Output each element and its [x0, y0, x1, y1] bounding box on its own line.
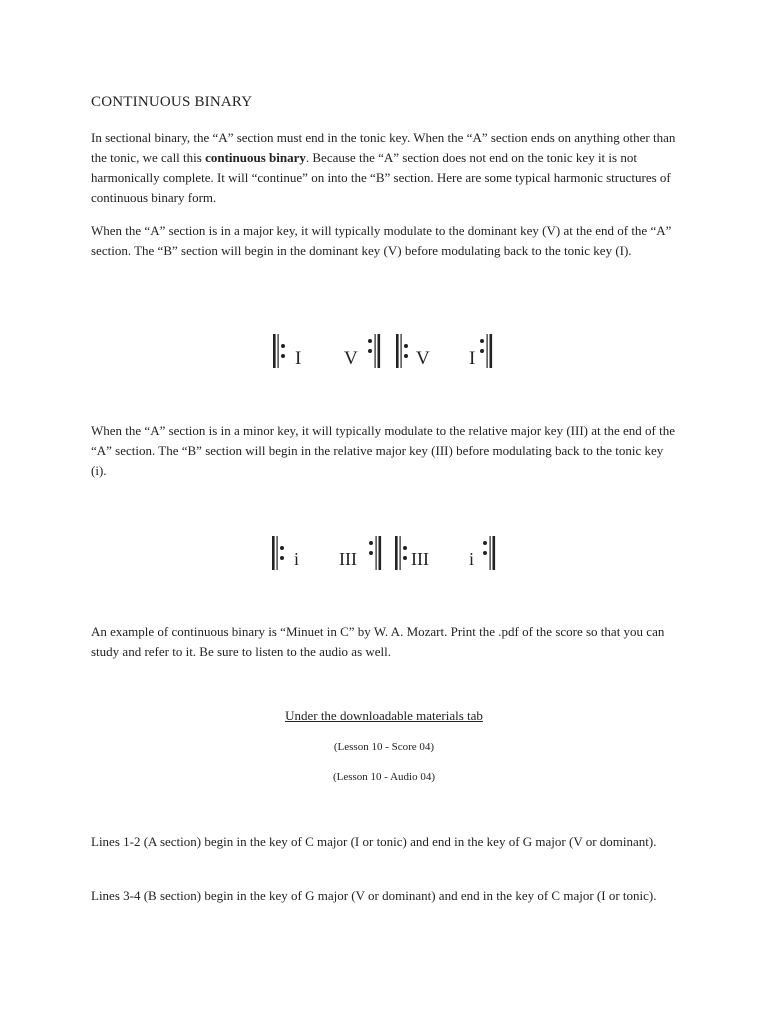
b-start-chord: III	[411, 549, 429, 569]
end-repeat-sign	[483, 536, 495, 570]
b-end-chord: i	[469, 549, 475, 569]
end-repeat-sign	[368, 334, 380, 368]
continuous-binary-term: continuous binary	[205, 150, 306, 165]
end-repeat-sign	[369, 536, 381, 570]
intro-paragraph	[91, 128, 681, 208]
example-paragraph: An example of continuous binary is “Minuet in C” by W. A. Mozart. Print the .pdf of the score so that you can study and refer to it. Be sure to listen to the audio as well.	[91, 624, 665, 659]
start-repeat-sign	[396, 334, 408, 368]
start-repeat-sign	[273, 334, 285, 368]
b-end-chord: I	[469, 348, 476, 369]
intro-text-1: In sectional binary, the “A” section must end in the tonic key. When the “A” section ends on anything other than the tonic, we call this	[91, 130, 676, 165]
minor-key-paragraph: When the “A” section is in a minor key, it will typically modulate to the relative major key (III) at the end of the “A” section. The “B” section will begin in the relative major key (III) before modulating back to the tonic key (i).	[91, 423, 675, 478]
lines-a-paragraph: Lines 1-2 (A section) begin in the key of C major (I or tonic) and end in the key of G major (V or dominant).	[91, 834, 657, 849]
b-start-chord: V	[416, 348, 430, 369]
intro-text-2: . Because the “A” section does not end on the tonic key it is not harmonically complete. It will “continue” on into the “B” section. Here are some typical harmonic structures of continuous binary form.	[91, 150, 671, 205]
a-end-chord: III	[339, 549, 357, 569]
score-reference: (Lesson 10 - Score 04)	[333, 741, 435, 753]
a-end-chord: V	[344, 348, 358, 369]
end-repeat-sign	[480, 334, 492, 368]
downloadable-materials-link[interactable]: Under the downloadable materials tab	[285, 708, 483, 723]
start-repeat-sign	[272, 536, 284, 570]
start-repeat-sign	[395, 536, 407, 570]
major-key-paragraph: When the “A” section is in a major key, it will typically modulate to the dominant key (V) at the end of the “A” section. The “B” section will begin in the dominant key (V) before modulating back to the tonic key (I).	[91, 223, 672, 258]
major-form-diagram	[270, 332, 510, 376]
a-start-chord: i	[294, 549, 300, 569]
audio-reference: (Lesson 10 - Audio 04)	[332, 771, 436, 783]
page-title: CONTINUOUS BINARY	[91, 94, 253, 110]
lines-b-paragraph: Lines 3-4 (B section) begin in the key of G major (V or dominant) and end in the key of C major (I or tonic).	[91, 888, 657, 903]
minor-form-diagram	[270, 534, 510, 578]
materials-line	[0, 708, 768, 724]
a-start-chord: I	[295, 348, 302, 369]
